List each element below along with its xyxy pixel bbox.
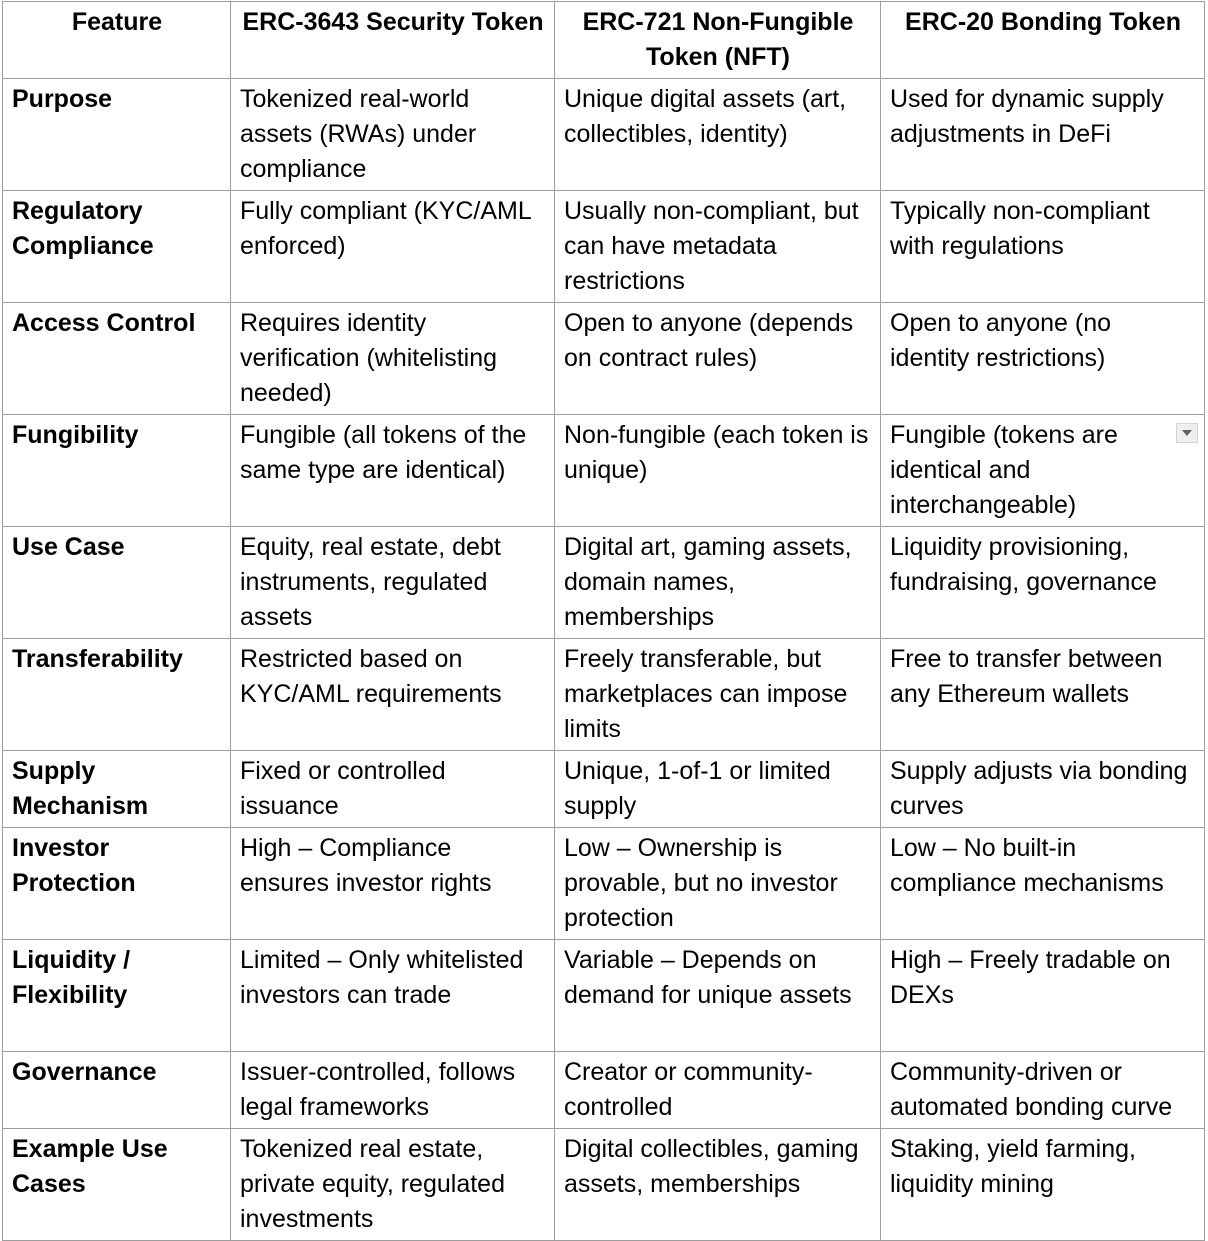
erc3643-cell[interactable]: Tokenized real estate, private equity, regulated investments xyxy=(231,1129,555,1241)
erc20-cell[interactable]: Community-driven or automated bonding curve xyxy=(881,1052,1205,1129)
table-row xyxy=(3,940,1205,1052)
erc721-cell[interactable]: Non-fungible (each token is unique) xyxy=(555,415,881,527)
erc721-cell[interactable]: Usually non-compliant, but can have metadata restrictions xyxy=(555,191,881,303)
comparison-table xyxy=(2,1,1205,1241)
erc721-cell[interactable]: Digital art, gaming assets, domain names, memberships xyxy=(555,527,881,639)
erc20-cell[interactable]: Typically non-compliant with regulations xyxy=(881,191,1205,303)
erc721-cell[interactable]: Low – Ownership is provable, but no investor protection xyxy=(555,828,881,940)
erc20-cell-selected[interactable] xyxy=(881,415,1205,527)
erc20-cell[interactable]: Staking, yield farming, liquidity mining xyxy=(881,1129,1205,1241)
erc721-cell[interactable]: Digital collectibles, gaming assets, memberships xyxy=(555,1129,881,1241)
erc721-cell[interactable]: Freely transferable, but marketplaces can impose limits xyxy=(555,639,881,751)
erc3643-cell[interactable]: Restricted based on KYC/AML requirements xyxy=(231,639,555,751)
erc3643-cell[interactable]: Requires identity verification (whitelisting needed) xyxy=(231,303,555,415)
erc3643-cell[interactable]: High – Compliance ensures investor rights xyxy=(231,828,555,940)
table-row xyxy=(3,1129,1205,1241)
feature-cell[interactable]: Access Control xyxy=(3,303,231,415)
feature-cell[interactable]: Example Use Cases xyxy=(3,1129,231,1241)
erc20-cell[interactable]: Used for dynamic supply adjustments in DeFi xyxy=(881,79,1205,191)
header-erc3643[interactable]: ERC-3643 Security Token xyxy=(231,2,555,79)
table-row xyxy=(3,639,1205,751)
table-row xyxy=(3,751,1205,828)
header-row xyxy=(3,2,1205,79)
erc721-cell[interactable]: Unique digital assets (art, collectibles, identity) xyxy=(555,79,881,191)
header-feature[interactable]: Feature xyxy=(3,2,231,79)
feature-cell[interactable]: Supply Mechanism xyxy=(3,751,231,828)
table-row xyxy=(3,527,1205,639)
feature-cell[interactable]: Liquidity / Flexibility xyxy=(3,940,231,1052)
header-erc20[interactable]: ERC-20 Bonding Token xyxy=(881,2,1205,79)
table-row xyxy=(3,415,1205,527)
erc721-cell[interactable]: Unique, 1-of-1 or limited supply xyxy=(555,751,881,828)
erc3643-cell[interactable]: Fungible (all tokens of the same type are identical) xyxy=(231,415,555,527)
erc3643-cell[interactable]: Equity, real estate, debt instruments, regulated assets xyxy=(231,527,555,639)
dropdown-arrow-icon[interactable] xyxy=(1176,423,1198,443)
header-erc721[interactable]: ERC-721 Non-Fungible Token (NFT) xyxy=(555,2,881,79)
table-row xyxy=(3,828,1205,940)
erc20-cell[interactable]: Low – No built-in compliance mechanisms xyxy=(881,828,1205,940)
feature-cell[interactable]: Investor Protection xyxy=(3,828,231,940)
table-row xyxy=(3,303,1205,415)
erc20-cell[interactable]: High – Freely tradable on DEXs xyxy=(881,940,1205,1052)
erc721-cell[interactable]: Open to anyone (depends on contract rules) xyxy=(555,303,881,415)
erc20-cell[interactable]: Liquidity provisioning, fundraising, governance xyxy=(881,527,1205,639)
erc20-cell-text: Fungible (tokens are identical and interchangeable) xyxy=(890,421,1118,519)
erc20-cell[interactable]: Free to transfer between any Ethereum wallets xyxy=(881,639,1205,751)
erc3643-cell[interactable]: Tokenized real-world assets (RWAs) under compliance xyxy=(231,79,555,191)
erc3643-cell[interactable]: Fixed or controlled issuance xyxy=(231,751,555,828)
erc721-cell[interactable]: Creator or community-controlled xyxy=(555,1052,881,1129)
feature-cell[interactable]: Transferability xyxy=(3,639,231,751)
table-row xyxy=(3,79,1205,191)
erc721-cell[interactable]: Variable – Depends on demand for unique assets xyxy=(555,940,881,1052)
feature-cell[interactable]: Purpose xyxy=(3,79,231,191)
feature-cell[interactable]: Fungibility xyxy=(3,415,231,527)
table-row xyxy=(3,1052,1205,1129)
erc3643-cell[interactable]: Limited – Only whitelisted investors can trade xyxy=(231,940,555,1052)
erc20-cell[interactable]: Supply adjusts via bonding curves xyxy=(881,751,1205,828)
table-row xyxy=(3,191,1205,303)
feature-cell[interactable]: Governance xyxy=(3,1052,231,1129)
erc20-cell[interactable]: Open to anyone (no identity restrictions) xyxy=(881,303,1205,415)
feature-cell[interactable]: Use Case xyxy=(3,527,231,639)
erc3643-cell[interactable]: Issuer-controlled, follows legal frameworks xyxy=(231,1052,555,1129)
feature-cell[interactable]: Regulatory Compliance xyxy=(3,191,231,303)
erc3643-cell[interactable]: Fully compliant (KYC/AML enforced) xyxy=(231,191,555,303)
